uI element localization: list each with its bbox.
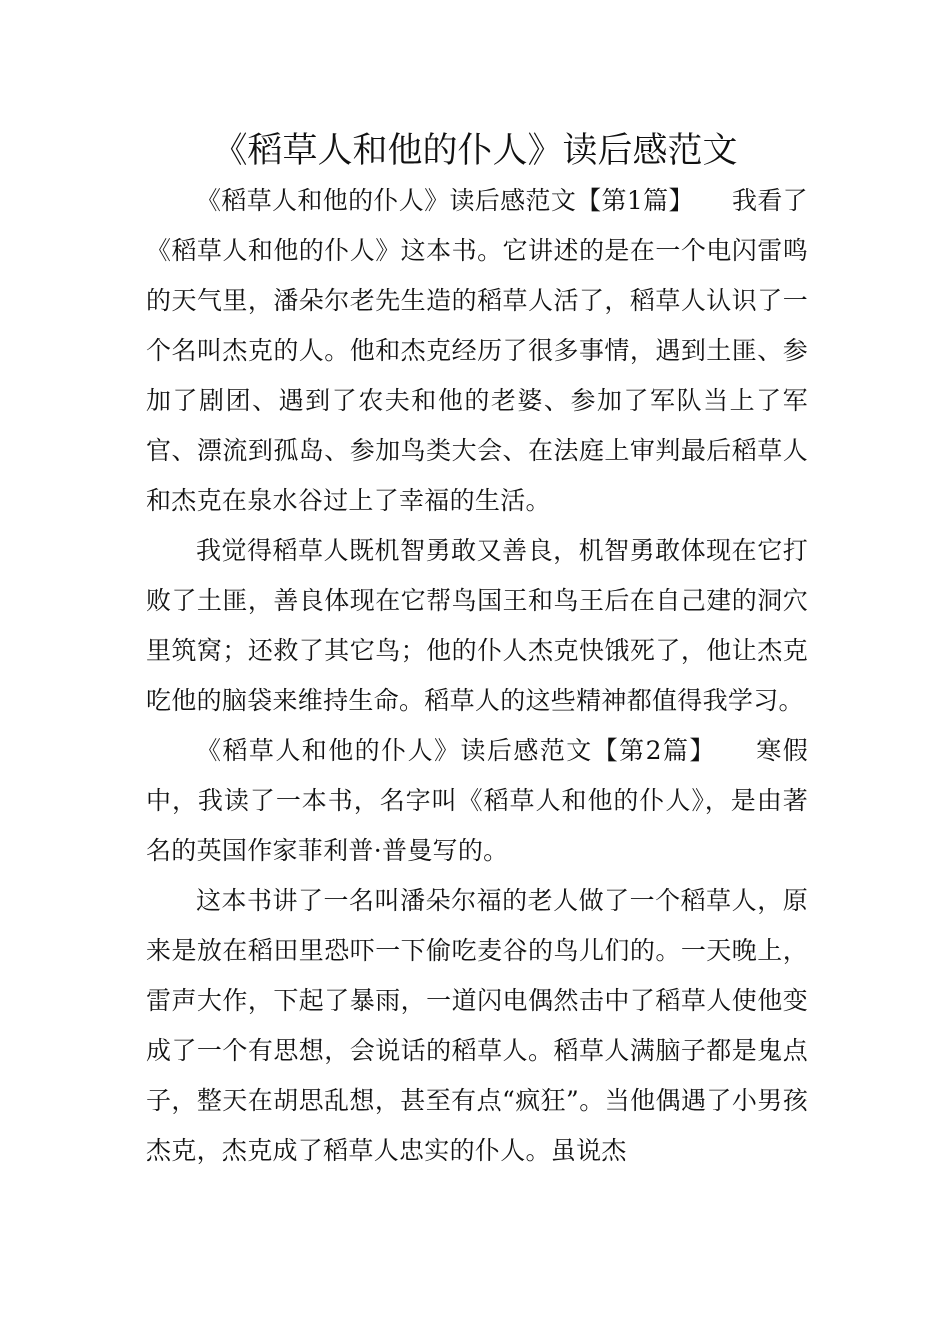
paragraph-3: 《稻草人和他的仆人》读后感范文【第2篇】 寒假中，我读了一本书，名字叫《稻草人和他的仆人》，是由著名的英国作家菲利普·普曼写的。	[146, 736, 808, 865]
document-body	[146, 176, 808, 1176]
page-title: 《稻草人和他的仆人》读后感范文	[212, 131, 738, 171]
paragraph-2: 我觉得稻草人既机智勇敢又善良，机智勇敢体现在它打败了土匪，善良体现在它帮鸟国王和鸟王后在自己建的洞穴里筑窝；还救了其它鸟；他的仆人杰克快饿死了，他让杰克吃他的脑袋来维持生命。稻草人的这些精神都值得我学习。	[146, 536, 808, 715]
paragraph-4: 这本书讲了一名叫潘朵尔福的老人做了一个稻草人，原来是放在稻田里恐吓一下偷吃麦谷的鸟儿们的。一天晚上，雷声大作，下起了暴雨，一道闪电偶然击中了稻草人使他变成了一个有思想，会说话的稻草人。稻草人满脑子都是鬼点子，整天在胡思乱想，甚至有点“疯狂”。当他偶遇了小男孩杰克，杰克成了稻草人忠实的仆人。虽说杰	[146, 886, 808, 1165]
paragraph-1: 《稻草人和他的仆人》读后感范文【第1篇】 我看了《稻草人和他的仆人》这本书。它讲述的是在一个电闪雷鸣的天气里，潘朵尔老先生造的稻草人活了，稻草人认识了一个名叫杰克的人。他和杰克经历了很多事情，遇到土匪、参加了剧团、遇到了农夫和他的老婆、参加了军队当上了军官、漂流到孤岛、参加鸟类大会、在法庭上审判最后稻草人和杰克在泉水谷过上了幸福的生活。	[146, 186, 808, 515]
